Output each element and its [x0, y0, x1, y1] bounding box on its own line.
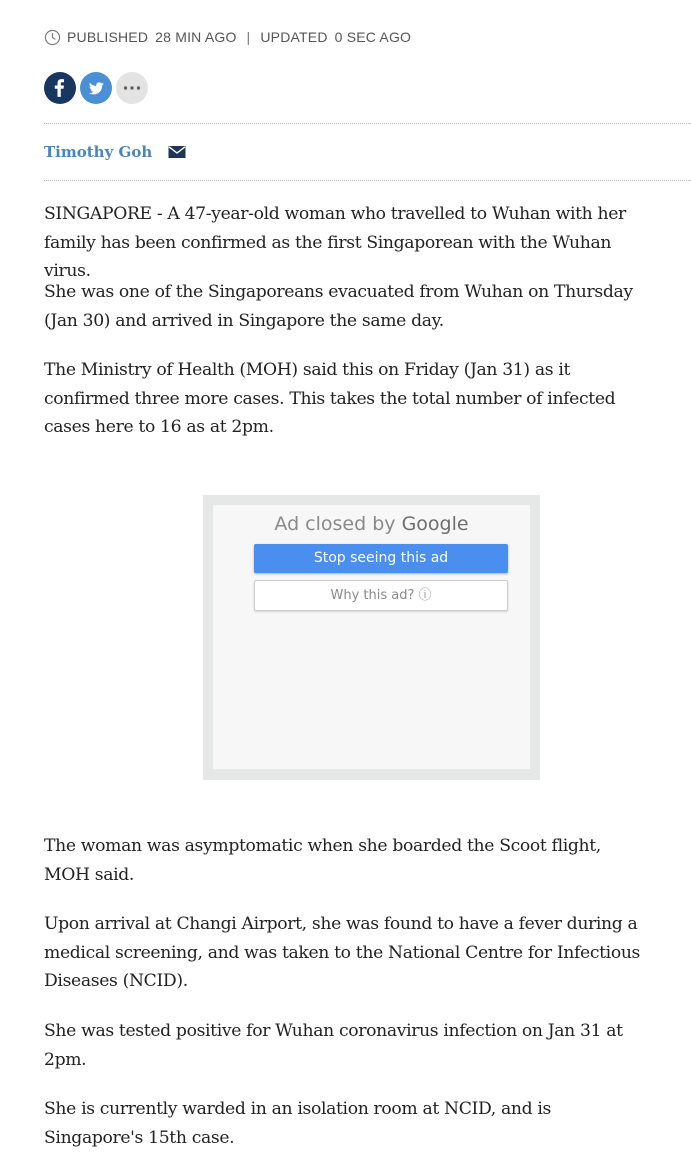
more-icon [123, 86, 141, 90]
published-label: PUBLISHED [67, 29, 149, 45]
facebook-share-button[interactable] [44, 72, 76, 104]
twitter-share-button[interactable] [80, 72, 112, 104]
updated-time: 0 SEC AGO [334, 29, 412, 45]
paragraph-4: The woman was asymptomatic when she boarded the Scoot flight, MOH said. [44, 836, 601, 885]
paragraph-5: Upon arrival at Changi Airport, she was found to have a fever during a medical screening, and was taken to the National Centre for Infectious Diseases (NCID). [44, 914, 641, 991]
share-bar [44, 72, 152, 104]
clock-icon [44, 29, 61, 46]
twitter-icon [89, 82, 104, 95]
published-time: 28 MIN AGO [155, 29, 237, 45]
facebook-icon [54, 79, 66, 97]
author-name-link[interactable]: Timothy Goh [44, 143, 153, 161]
ad-closed-prefix: Ad closed by [274, 513, 396, 535]
publish-meta [44, 27, 411, 47]
author-byline [44, 141, 186, 163]
meta-separator: | [246, 29, 251, 45]
divider-top [44, 123, 691, 124]
paragraph-1: SINGAPORE - A 47-year-old woman who travelled to Wuhan with her family has been confirmed as the first Singaporean with the Wuhan virus. [44, 204, 626, 281]
divider-bottom [44, 180, 691, 181]
paragraph-7: She is currently warded in an isolation room at NCID, and is Singapore's 15th case. [44, 1099, 551, 1148]
google-logo: Google [401, 513, 469, 535]
paragraph-6: She was tested positive for Wuhan coronavirus infection on Jan 31 at 2pm. [44, 1021, 623, 1070]
mail-icon[interactable] [168, 145, 186, 159]
ad-closed-text [213, 513, 530, 535]
more-share-button[interactable] [116, 72, 148, 104]
updated-label: UPDATED [260, 29, 328, 45]
ad-container [203, 495, 540, 780]
paragraph-2: She was one of the Singaporeans evacuated from Wuhan on Thursday (Jan 30) and arrived in Singapore the same day. [44, 282, 633, 331]
why-this-ad-button[interactable]: Why this ad? ⓘ [254, 580, 508, 611]
ad-panel [213, 505, 530, 769]
paragraph-3: The Ministry of Health (MOH) said this on Friday (Jan 31) as it confirmed three more cases. This takes the total number of infected cases here to 16 as at 2pm. [44, 360, 616, 437]
stop-seeing-ad-button[interactable]: Stop seeing this ad [254, 544, 508, 573]
